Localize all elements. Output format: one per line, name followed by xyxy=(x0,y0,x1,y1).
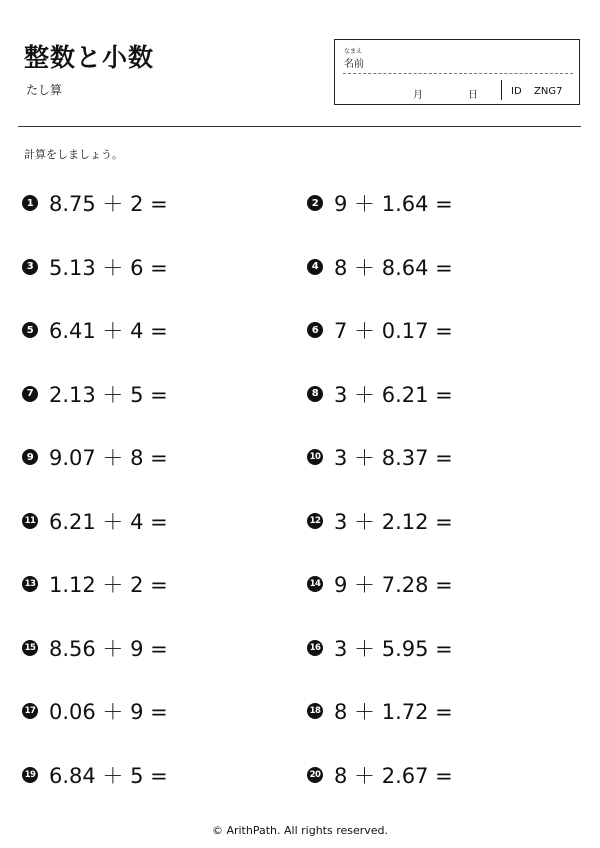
problem-expression: 3 ＋ 6.21 = xyxy=(334,382,453,407)
problem-number-badge: 6 xyxy=(307,322,323,338)
problem-number-badge: 9 xyxy=(22,449,38,465)
problem-number-badge: 17 xyxy=(22,703,38,719)
problem-item xyxy=(22,569,168,599)
problem-expression: 9.07 ＋ 8 = xyxy=(49,446,168,470)
problem-number-badge: 4 xyxy=(307,259,323,275)
problem-expression: 9 ＋ 7.28 = xyxy=(334,573,453,597)
problem-number-badge: 3 xyxy=(22,259,38,275)
problem-item xyxy=(307,696,453,726)
month-label: 月 xyxy=(413,90,423,101)
problem-expression: 2.13 ＋ 5 = xyxy=(49,382,168,407)
problem-number-badge: 16 xyxy=(307,640,323,656)
problem-item xyxy=(22,315,168,345)
problem-number-badge: 13 xyxy=(22,576,38,592)
problem-item xyxy=(307,379,453,409)
id-divider xyxy=(501,80,502,100)
problem-item xyxy=(22,760,168,790)
problem-item xyxy=(307,506,453,536)
problem-number-badge: 2 xyxy=(307,195,323,211)
problem-expression: 9 ＋ 1.64 = xyxy=(334,192,453,216)
problem-item xyxy=(22,442,168,472)
problem-expression: 7 ＋ 0.17 = xyxy=(334,319,453,343)
footer-copyright: © ArithPath. All rights reserved. xyxy=(211,824,389,837)
day-label: 日 xyxy=(468,90,478,101)
problem-number-badge: 12 xyxy=(307,513,323,529)
problem-number-badge: 20 xyxy=(307,767,323,783)
problem-item xyxy=(307,442,453,472)
header-rule xyxy=(18,126,581,127)
name-label: 名前 xyxy=(344,59,364,70)
name-ruby: なまえ xyxy=(344,48,363,55)
problem-number-badge: 15 xyxy=(22,640,38,656)
problem-expression: 6.84 ＋ 5 = xyxy=(49,763,168,788)
problem-expression: 0.06 ＋ 9 = xyxy=(49,700,168,724)
id-label: ID xyxy=(511,86,522,97)
problem-item xyxy=(22,379,168,409)
id-value: ZNG7 xyxy=(534,86,563,97)
problem-item xyxy=(22,188,168,218)
problem-item xyxy=(307,188,453,218)
problem-number-badge: 10 xyxy=(307,449,323,465)
problem-number-badge: 7 xyxy=(22,386,38,402)
problem-expression: 6.41 ＋ 4 = xyxy=(49,319,168,343)
problem-expression: 8 ＋ 1.72 = xyxy=(334,700,453,724)
problem-expression: 8 ＋ 8.64 = xyxy=(334,255,453,280)
problem-number-badge: 11 xyxy=(22,513,38,529)
problem-expression: 1.12 ＋ 2 = xyxy=(49,573,168,597)
problem-item xyxy=(307,633,453,663)
problem-item xyxy=(22,506,168,536)
name-box xyxy=(334,39,580,105)
problem-number-badge: 19 xyxy=(22,767,38,783)
problem-item xyxy=(307,315,453,345)
problem-expression: 8 ＋ 2.67 = xyxy=(334,763,453,788)
problem-number-badge: 18 xyxy=(307,703,323,719)
instruction: 計算をしましょう。 xyxy=(24,148,123,161)
problem-expression: 8.75 ＋ 2 = xyxy=(49,192,168,216)
problem-expression: 3 ＋ 5.95 = xyxy=(334,636,453,661)
problem-item xyxy=(22,252,168,282)
problem-number-badge: 1 xyxy=(22,195,38,211)
problem-expression: 3 ＋ 8.37 = xyxy=(334,446,453,470)
problem-expression: 6.21 ＋ 4 = xyxy=(49,509,168,534)
problem-item xyxy=(307,252,453,282)
problem-number-badge: 14 xyxy=(307,576,323,592)
problem-number-badge: 8 xyxy=(307,386,323,402)
problem-expression: 3 ＋ 2.12 = xyxy=(334,509,453,534)
problem-expression: 5.13 ＋ 6 = xyxy=(49,255,168,280)
problem-item xyxy=(22,696,168,726)
problem-item xyxy=(307,569,453,599)
name-dotted-line xyxy=(343,73,573,74)
worksheet-title: 整数と小数 xyxy=(24,43,155,72)
problem-expression: 8.56 ＋ 9 = xyxy=(49,636,168,661)
worksheet-subtitle: たし算 xyxy=(26,83,63,97)
problem-number-badge: 5 xyxy=(22,322,38,338)
problem-item xyxy=(22,633,168,663)
problem-item xyxy=(307,760,453,790)
